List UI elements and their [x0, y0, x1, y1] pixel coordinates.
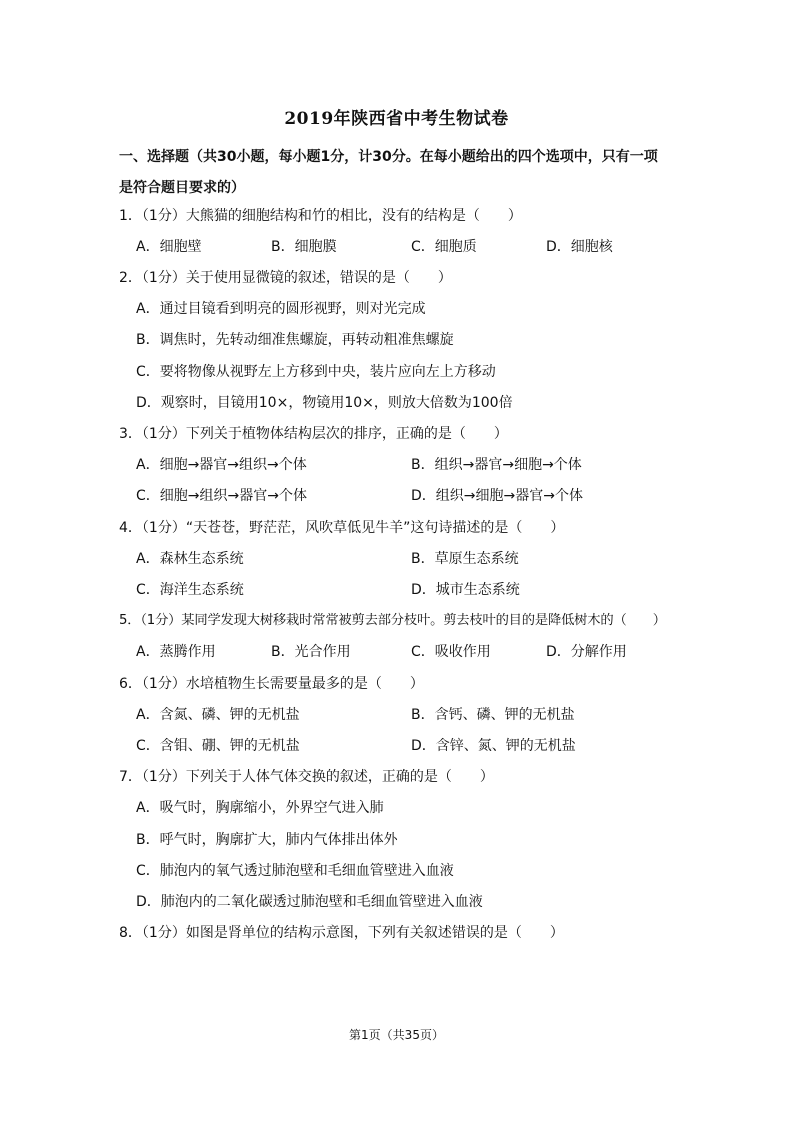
question-6-option-b: B．含钙、磷、钾的无机盐: [411, 707, 575, 723]
question-2-option-a: A．通过目镜看到明亮的圆形视野，则对光完成: [136, 301, 426, 317]
section-heading-line1: 一、选择题（共30小题，每小题1分，计30分。在每小题给出的四个选项中，只有一项: [119, 149, 658, 165]
question-1-stem: 1．（1分）大熊猫的细胞结构和竹的相比，没有的结构是（ ）: [119, 208, 522, 224]
question-3-stem: 3．（1分）下列关于植物体结构层次的排序，正确的是（ ）: [119, 426, 508, 442]
question-1-option-a: A．细胞壁: [136, 239, 202, 255]
question-5-stem: 5．（1分）某同学发现大树移栽时常常被剪去部分枝叶。剪去枝叶的目的是降低树木的（ ）: [119, 613, 666, 628]
question-1-option-d: D．细胞核: [546, 239, 613, 255]
question-4-option-a: A．森林生态系统: [136, 551, 244, 567]
question-2-option-d: D．观察时，目镜用10×，物镜用10×，则放大倍数为100倍: [136, 395, 513, 411]
question-6-option-a: A．含氮、磷、钾的无机盐: [136, 707, 300, 723]
question-4-stem: 4．（1分）“天苍苍，野茫茫，风吹草低见牛羊”这句诗描述的是（ ）: [119, 520, 565, 536]
question-7-option-d: D．肺泡内的二氧化碳透过肺泡壁和毛细血管壁进入血液: [136, 894, 483, 910]
question-1-option-c: C．细胞质: [411, 239, 477, 255]
question-4-option-c: C．海洋生态系统: [136, 582, 244, 598]
question-4-option-d: D．城市生态系统: [411, 582, 520, 598]
question-5-option-a: A．蒸腾作用: [136, 644, 216, 660]
question-6-stem: 6．（1分）水培植物生长需要量最多的是（ ）: [119, 676, 424, 692]
question-6-option-d: D．含锌、氮、钾的无机盐: [411, 738, 576, 754]
question-2-option-c: C．要将物像从视野左上方移到中央，装片应向左上方移动: [136, 364, 496, 380]
question-1-option-b: B．细胞膜: [271, 239, 337, 255]
question-2-option-b: B．调焦时，先转动细准焦螺旋，再转动粗准焦螺旋: [136, 332, 454, 348]
page-footer: 第1页（共35页）: [349, 1028, 444, 1042]
question-7-option-a: A．吸气时，胸廓缩小，外界空气进入肺: [136, 800, 384, 816]
question-3-option-b: B．组织→器官→细胞→个体: [411, 457, 582, 473]
question-8-stem: 8．（1分）如图是肾单位的结构示意图，下列有关叙述错误的是（ ）: [119, 925, 564, 941]
page-title: 2019年陕西省中考生物试卷: [284, 109, 509, 129]
question-6-option-c: C．含钼、硼、钾的无机盐: [136, 738, 300, 754]
section-heading-line2: 是符合题目要求的）: [119, 180, 245, 196]
question-5-option-c: C．吸收作用: [411, 644, 491, 660]
question-7-stem: 7．（1分）下列关于人体气体交换的叙述，正确的是（ ）: [119, 769, 494, 785]
question-5-option-b: B．光合作用: [271, 644, 351, 660]
question-4-option-b: B．草原生态系统: [411, 551, 519, 567]
question-5-option-d: D．分解作用: [546, 644, 627, 660]
question-7-option-b: B．呼气时，胸廓扩大，肺内气体排出体外: [136, 832, 398, 848]
question-3-option-d: D．组织→细胞→器官→个体: [411, 488, 583, 504]
question-3-option-a: A．细胞→器官→组织→个体: [136, 457, 307, 473]
question-7-option-c: C．肺泡内的氧气透过肺泡壁和毛细血管壁进入血液: [136, 863, 454, 879]
question-2-stem: 2．（1分）关于使用显微镜的叙述，错误的是（ ）: [119, 270, 452, 286]
question-3-option-c: C．细胞→组织→器官→个体: [136, 488, 307, 504]
